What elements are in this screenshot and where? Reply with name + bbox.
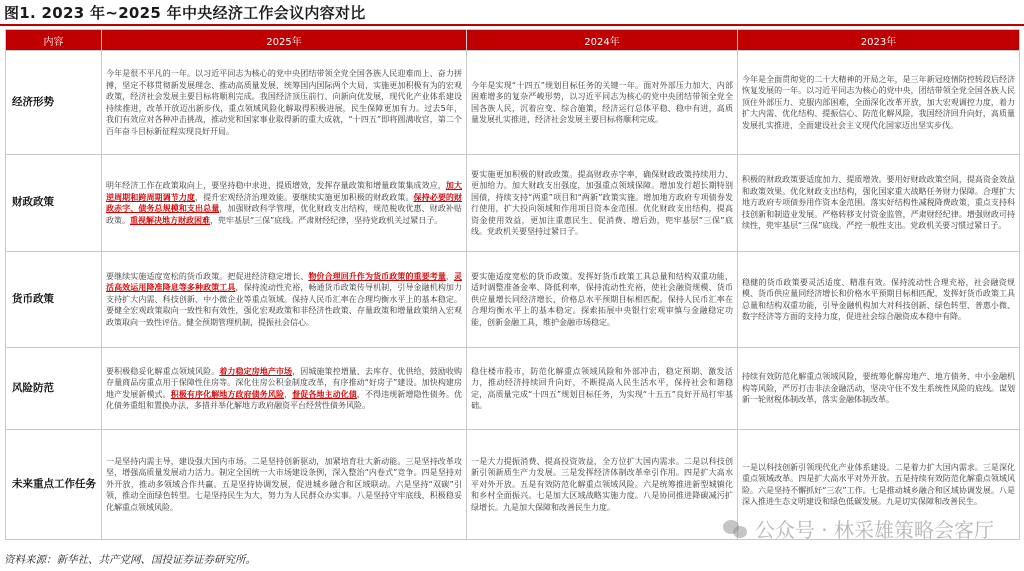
source-note: 资料来源：新华社、共产党网、国投证券证券研究所。 [4, 554, 256, 566]
text-segment: ，兜牢基层“三保”底线。严肃财经纪律，坚持党政机关过紧日子。 [210, 215, 443, 225]
cell-2023: 稳健的货币政策要灵活适度、精准有效。保持流动性合理充裕，社会融资规模、货币供应量同经济增长和价格水平预期目标相匹配，发挥好货币政策工具总量和结构双重功能，引导金融机构加大对科技创新、绿色转型、普惠小微、数字经济等方面的支持力度，促进社会综合融资成本稳中有降。 [738, 252, 1020, 348]
figure-title: 图1. 2023 年~2025 年中央经济工作会议内容对比 [4, 4, 366, 22]
text-segment: ，不得违规新增隐性债务。优化债务重组和置换办法，多措并举化解地方政府融资平台经营性债务风险。 [106, 389, 463, 410]
table-row [6, 348, 1020, 430]
text-segment: ， [284, 389, 293, 399]
highlighted-text: 物价合理回升作为货币政策的重要考量 [308, 271, 446, 281]
cell-2025 [102, 348, 467, 430]
row-label: 财政政策 [6, 155, 102, 252]
cell-2023: 积极的财政政策要适度加力、提质增效。要用好财政政策空间，提高资金效益和政策效果。优化财政支出结构，强化国家重大战略任务财力保障。合理扩大地方政府专项债券用作资本金范围。落实好结构性减税降费政策，重点支持科技创新和制造业发展。严格转移支付资金监管，严肃财经纪律。增强财政可持续性，兜牢基层“三保”底线。严控一般性支出。党政机关要习惯过紧日子。 [738, 155, 1020, 252]
text-segment: 要积极稳妥化解重点领域风险。 [106, 366, 220, 376]
highlighted-text: 着力稳定房地产市场 [219, 366, 293, 376]
cell-2023: 今年是全面贯彻党的二十大精神的开局之年，是三年新冠疫情防控转段后经济恢复发展的一年。以习近平同志为核心的党中央，团结带领全党全国各族人民顶住外部压力、克服内部困难，全面深化改革开放，加大宏观调控力度，着力扩大内需、优化结构、提振信心、防范化解风险，我国经济回升向好，高质量发展扎实推进，全面建设社会主义现代化国家迈出坚实步伐。 [738, 51, 1020, 155]
text-segment: 明年经济工作在政策取向上，要坚持稳中求进、提质增效，发挥存量政策和增量政策集成效应， [106, 181, 446, 190]
text-segment: 一是坚持内需主导，建设强大国内市场。二是坚持创新驱动，加紧培育壮大新动能。三是坚持改革攻坚，增强高质量发展动力活力。制定全国统一大市场建设条例，深入整治“内卷式”竞争。四是坚持对外开放，推动多领域合作共赢。五是坚持协调发展，促进城乡融合和区域联动。六是坚持“双碳”引领，推动全面绿色转型。七是坚持民生为大，努力为人民群众办实事。八是坚持守牢底线，积极稳妥化解重点领域风险。 [106, 456, 462, 512]
highlighted-text: 积极有序化解地方政府债务风险 [170, 389, 285, 399]
cell-2024: 今年是实现“十四五”规划目标任务的关键一年。面对外部压力加大、内部困难增多的复杂严峻形势，以习近平同志为核心的党中央团结带领全党全国各族人民，沉着应变、综合施策，经济运行总体平稳、稳中有进，高质量发展扎实推进，经济社会发展主要目标将顺利完成。 [467, 51, 738, 155]
highlighted-text: 灵活高效运用降准降息等多种政策工具 [106, 271, 463, 293]
row-label: 风险防范 [6, 348, 102, 430]
text-segment: ， [445, 271, 455, 281]
text-segment: ，保持流动性充裕，畅通货币政策传导机制，引导金融机构加力支持扩大内需、科技创新、中小微企业等重点领域。保持人民币汇率在合理均衡水平上的基本稳定。要健全宏观政策取向一致性和有效性，强化宏观政策和非经济性政策、存量政策和增量政策纳入宏观政策取向一致性评估。健全预期管理机制，提振社会信心。 [106, 283, 463, 327]
cell-2025 [102, 252, 467, 348]
table-header-row [6, 30, 1020, 51]
text-segment: ，提升宏观经济治理效能。要继续实施更加积极的财政政策。 [195, 192, 414, 202]
table-row [6, 155, 1020, 252]
highlighted-text: 保持必要的财政赤字、债务总规模和支出总量 [106, 192, 463, 213]
text-segment: ，因城施策控增量、去库存、优供给，鼓励收购存量商品房重点用于保障性住房等。深化住房公积金制度改革，有序推动“好房子”建设。加快构建房地产发展新模式。 [106, 366, 463, 399]
header-2023: 2023年 [738, 30, 1020, 51]
highlighted-text: 重视解决地方财政困难 [130, 215, 210, 225]
cell-2024: 稳住楼市股市，防范化解重点领域风险和外部冲击，稳定预期、激发活力，推动经济持续回升向好，不断提高人民生活水平，保持社会和谐稳定，高质量完成“十四五”规划目标任务，为实现“十五五”良好开局打牢基础。 [467, 348, 738, 430]
row-label: 货币政策 [6, 252, 102, 348]
header-2025: 2025年 [102, 30, 467, 51]
table-row [6, 51, 1020, 155]
text-segment: 今年是很不平凡的一年。以习近平同志为核心的党中央团结带领全党全国各族人民迎难而上、奋力拼搏，坚定不移贯彻新发展理念、推动高质量发展，统筹国内国际两个大局，实施更加积极有为的宏观政策，经济社会发展主要目标将顺利完成。我国经济顶压前行、向新向优发展，现代化产业体系建设持续推进，改革开放迈出新步伐，重点领域风险化解取得积极进展，民生保障更加有力。过去5年，我们有效应对各种冲击挑战，推动党和国家事业取得新的重大成就，“十四五”即将圆满收官，第二个百年奋斗目标新征程实现良好开局。 [106, 69, 462, 136]
watermark-text: 公众号 · 林采雄策略会客厅 [754, 518, 994, 542]
row-label: 经济形势 [6, 51, 102, 155]
comparison-table [5, 29, 1020, 540]
header-content: 内容 [6, 30, 102, 51]
cell-2024: 一是大力提振消费、提高投资效益，全方位扩大国内需求。二是以科技创新引领新质生产力发展。三是发挥经济体制改革牵引作用。四是扩大高水平对外开放。五是有效防范化解重点领域风险。六是统筹推进新型城镇化和乡村全面振兴。七是加大区域战略实施力度。八是协同推进降碳减污扩绿增长。九是加大保障和改善民生力度。 [467, 430, 738, 540]
row-label: 未来重点工作任务 [6, 430, 102, 540]
cell-2023: 一是以科技创新引领现代化产业体系建设。二是着力扩大国内需求。三是深化重点领域改革。四是扩大高水平对外开放。五是持续有效防范化解重点领域风险。六是坚持不懈抓好“三农”工作。七是推动城乡融合和区域协调发展。八是深入推进生态文明建设和绿色低碳发展。九是切实保障和改善民生。 [738, 430, 1020, 540]
cell-2025 [102, 430, 467, 540]
cell-2024: 要实施更加积极的财政政策。提高财政赤字率，确保财政政策持续用力、更加给力。加大财政支出强度，加强重点领域保障。增加发行超长期特别国债，持续支持“两重”项目和“两新”政策实施。增加地方政府专项债券发行使用，扩大投向领域和作用项目资本金范围。优化财政支出结构，提高资金使用效益，更加注重惠民生、促消费、增后劲，兜牢基层“三保”底线。党政机关要坚持过紧日子。 [467, 155, 738, 252]
header-2024: 2024年 [467, 30, 738, 51]
table-row [6, 252, 1020, 348]
cell-2025 [102, 51, 467, 155]
highlighted-text: 督促各地主动化债 [292, 389, 357, 399]
wechat-icon [723, 518, 749, 540]
title-divider [0, 24, 1024, 26]
cell-2023: 持续有效防范化解重点领域风险，要统筹化解房地产、地方债务、中小金融机构等风险，严厉打击非法金融活动，坚决守住不发生系统性风险的底线。谋划新一轮财税体制改革，落实金融体制改革。 [738, 348, 1020, 430]
cell-2024: 要实施适度宽松的货币政策。发挥好货币政策工具总量和结构双重功能，适时调整准备金率、降低利率，保持流动性充裕，使社会融资规模、货币供应量增长同经济增长、价格总水平预期目标相匹配。保持人民币汇率在合理均衡水平上的基本稳定。探索拓展中央银行宏观审慎与金融稳定功能，创新金融工具，维护金融市场稳定。 [467, 252, 738, 348]
highlighted-text: 加大逆周期和跨周期调节力度 [106, 181, 462, 202]
text-segment: ，加强财政科学管理，优化财政支出结构，规范税收优惠、财政补贴政策。 [106, 204, 463, 225]
text-segment: 要继续实施适度宽松的货币政策。把促进经济稳定增长、 [106, 271, 309, 281]
watermark [723, 514, 994, 543]
cell-2025 [102, 155, 467, 252]
